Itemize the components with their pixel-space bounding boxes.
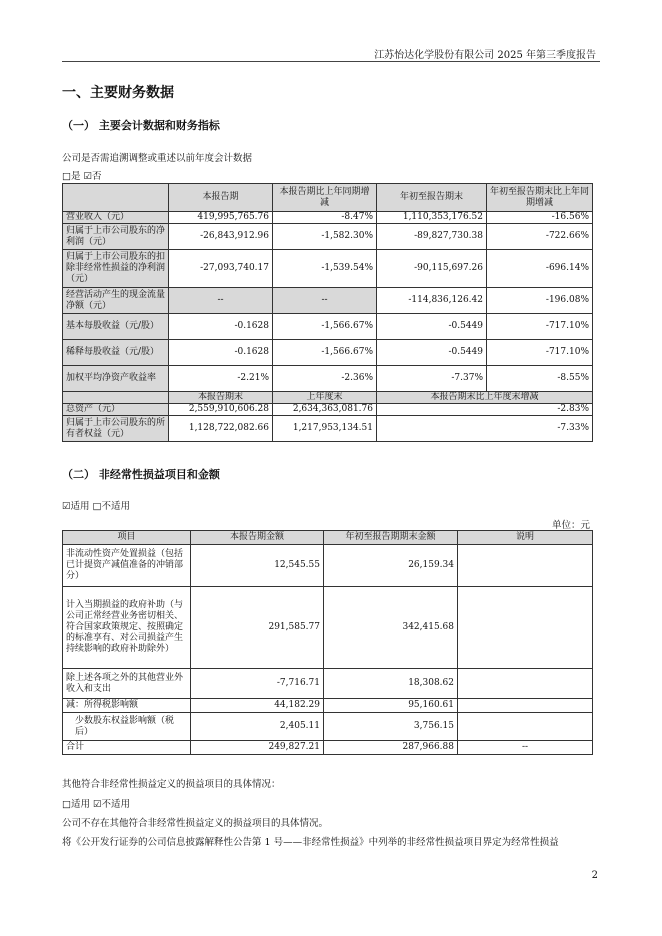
header-cell: 年初至报告期期末金额	[324, 531, 458, 545]
cell: -2.83%	[377, 404, 593, 416]
table-row	[63, 212, 593, 224]
cell: -722.66%	[487, 224, 593, 250]
cell: -1,539.54%	[273, 250, 377, 288]
cell: 291,585.77	[191, 587, 324, 669]
header-cell	[63, 184, 169, 212]
table-header-row	[63, 531, 593, 545]
cell: 2,405.11	[191, 713, 324, 741]
row-label: 归属于上市公司股东的扣除非经常性损益的净利润（元）	[63, 250, 169, 288]
table-row	[63, 288, 593, 314]
cell: 342,415.68	[324, 587, 458, 669]
cell: --	[169, 288, 273, 314]
cell: 1,128,722,082.66	[169, 416, 273, 442]
cell: 3,756.15	[324, 713, 458, 741]
header-cell: 上年度末	[273, 392, 377, 404]
key-financial-table	[62, 183, 593, 442]
header-rule	[62, 61, 600, 62]
cell: 2,559,910,606.28	[169, 404, 273, 416]
cell: 287,966.88	[324, 741, 458, 755]
cell: -1,566.67%	[273, 314, 377, 340]
applicable-status: ☑适用 □不适用	[62, 501, 131, 512]
header-cell: 本报告期	[169, 184, 273, 212]
header-cell	[63, 392, 169, 404]
cell: --	[273, 288, 377, 314]
unit-label: 单位：元	[551, 520, 590, 531]
cell: 95,160.61	[324, 699, 458, 713]
table-row	[63, 314, 593, 340]
row-label: 经营活动产生的现金流量净额（元）	[63, 288, 169, 314]
cell: -7.37%	[377, 366, 487, 392]
table-row	[63, 250, 593, 288]
table-row	[63, 416, 593, 442]
cell	[458, 669, 593, 699]
header-cell: 本报告期末	[169, 392, 273, 404]
cell: 12,545.55	[191, 545, 324, 587]
cell: -26,843,912.96	[169, 224, 273, 250]
page-number: 2	[591, 870, 598, 881]
cell: --	[458, 741, 593, 755]
table-row	[63, 587, 593, 669]
cell: -90,115,697.26	[377, 250, 487, 288]
row-label: 合计	[63, 741, 191, 755]
cell	[458, 699, 593, 713]
row-label: 少数股东权益影响额（税后）	[63, 713, 191, 741]
cell: 44,182.29	[191, 699, 324, 713]
row-label: 非流动性资产处置损益（包括已计提资产减值准备的冲销部分）	[63, 545, 191, 587]
row-label: 归属于上市公司股东的所有者权益（元）	[63, 416, 169, 442]
cell: -89,827,730.38	[377, 224, 487, 250]
row-label: 减：所得税影响额	[63, 699, 191, 713]
cell: 1,110,353,176.52	[377, 212, 487, 224]
cell: -0.1628	[169, 314, 273, 340]
table-row	[63, 669, 593, 699]
cell: -2.21%	[169, 366, 273, 392]
table-header-row	[63, 392, 593, 404]
retro-question: 公司是否需追溯调整或重述以前年度会计数据	[62, 153, 253, 164]
cell: -0.1628	[169, 340, 273, 366]
cell: -1,582.30%	[273, 224, 377, 250]
table-row	[63, 713, 593, 741]
retro-answer: □是 ☑否	[62, 171, 102, 182]
cell: -27,093,740.17	[169, 250, 273, 288]
table-row	[63, 545, 593, 587]
subsection-title-1: （一） 主要会计数据和财务指标	[62, 119, 220, 132]
cell	[458, 713, 593, 741]
table-row	[63, 404, 593, 416]
cell	[458, 545, 593, 587]
header-cell: 项目	[63, 531, 191, 545]
cell: 249,827.21	[191, 741, 324, 755]
row-label: 加权平均净资产收益率	[63, 366, 169, 392]
cell: -1,566.67%	[273, 340, 377, 366]
table-row	[63, 741, 593, 755]
row-label: 总资产（元）	[63, 404, 169, 416]
other-items-text: 公司不存在其他符合非经常性损益定义的损益项目的具体情况。	[62, 818, 329, 829]
header-cell: 年初至报告期末比上年同期增减	[487, 184, 593, 212]
cell	[458, 587, 593, 669]
cell: -114,836,126.42	[377, 288, 487, 314]
row-label: 归属于上市公司股东的净利润（元）	[63, 224, 169, 250]
cell: -7.33%	[377, 416, 593, 442]
cell: -8.47%	[273, 212, 377, 224]
table-row	[63, 340, 593, 366]
table-row	[63, 699, 593, 713]
cell: -8.55%	[487, 366, 593, 392]
other-items-question: 其他符合非经常性损益定义的损益项目的具体情况：	[62, 779, 281, 790]
table-header-row	[63, 184, 593, 212]
subsection-title-2: （二） 非经常性损益项目和金额	[62, 468, 220, 481]
cell: -717.10%	[487, 314, 593, 340]
row-label: 除上述各项之外的其他营业外收入和支出	[63, 669, 191, 699]
cell: 18,308.62	[324, 669, 458, 699]
cell: -696.14%	[487, 250, 593, 288]
cell: -717.10%	[487, 340, 593, 366]
cell: 26,159.34	[324, 545, 458, 587]
non-recurring-table	[62, 530, 593, 755]
row-label: 计入当期损益的政府补助（与公司正常经营业务密切相关、符合国家政策规定、按照确定的标准享有、对公司损益产生持续影响的政府补助除外）	[63, 587, 191, 669]
other-applicable-status: □适用 ☑不适用	[62, 799, 131, 810]
cell: -7,716.71	[191, 669, 324, 699]
cell: -16.56%	[487, 212, 593, 224]
row-label: 营业收入（元）	[63, 212, 169, 224]
cell: 1,217,953,134.51	[273, 416, 377, 442]
cell: 2,634,363,081.76	[273, 404, 377, 416]
table-row	[63, 366, 593, 392]
header-cell: 年初至报告期末	[377, 184, 487, 212]
cell: -2.36%	[273, 366, 377, 392]
cell: -196.08%	[487, 288, 593, 314]
section-title: 一、主要财务数据	[62, 85, 174, 101]
header-cell: 说明	[458, 531, 593, 545]
table-row	[63, 224, 593, 250]
reclassification-text: 将《公开发行证券的公司信息披露解释性公告第 1 号——非经常性损益》中列举的非经常性损益项目界定为经常性损益	[62, 837, 559, 848]
cell: 419,995,765.76	[169, 212, 273, 224]
row-label: 基本每股收益（元/股）	[63, 314, 169, 340]
row-label: 稀释每股收益（元/股）	[63, 340, 169, 366]
cell: -0.5449	[377, 314, 487, 340]
cell: -0.5449	[377, 340, 487, 366]
header-cell: 本报告期金额	[191, 531, 324, 545]
page-header: 江苏怡达化学股份有限公司 2025 年第三季度报告	[374, 50, 596, 61]
header-cell: 本报告期末比上年度末增减	[377, 392, 593, 404]
header-cell: 本报告期比上年同期增减	[273, 184, 377, 212]
